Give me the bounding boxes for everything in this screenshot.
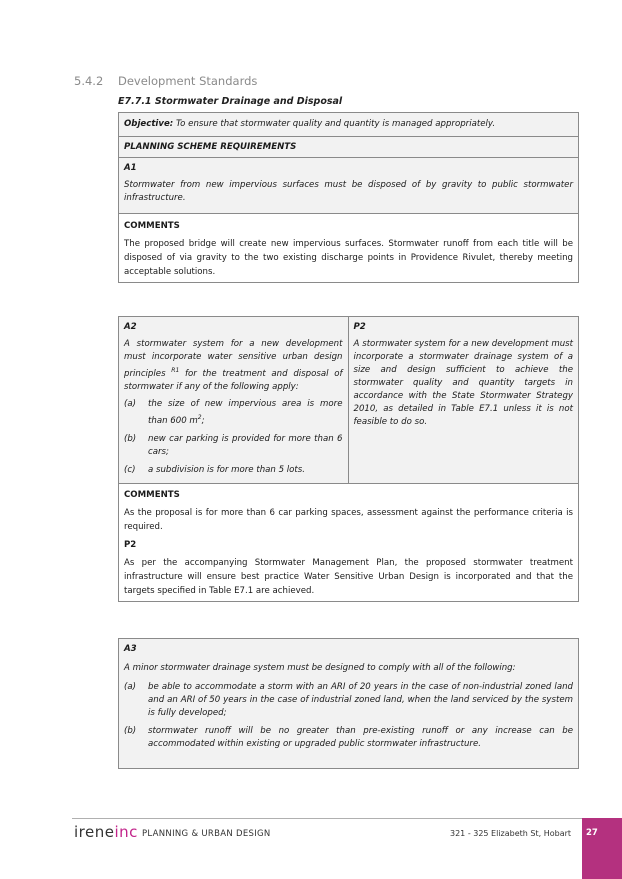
section-heading [74, 74, 257, 88]
a1-text: Stormwater from new impervious surfaces must be disposed of by gravity to public stormwater infrastructure. [124, 180, 573, 203]
a1-label: A1 [124, 163, 137, 173]
standard-table-a1 [118, 112, 579, 283]
a2-item-c-text: a subdivision is for more than 5 lots. [148, 464, 306, 475]
objective-text: To ensure that stormwater quality and quantity is managed appropriately. [175, 119, 496, 129]
objective-row [119, 113, 578, 137]
section-title: Development Standards [118, 74, 258, 88]
a3-item-b-label: (b) [124, 726, 137, 736]
a2-label: A2 [124, 322, 137, 332]
a2-item-c-label: (c) [124, 464, 136, 475]
a2-item-b-text: new car parking is provided for more than 6 cars; [148, 433, 343, 457]
a2-item-a-text [148, 398, 343, 428]
a2-intro [124, 338, 343, 394]
a1-row [119, 158, 578, 214]
a2-item-a-text-before: the size of new impervious area is more than 600 m [148, 398, 343, 426]
standard-table-a3 [118, 638, 579, 769]
a2-item-a [124, 398, 343, 428]
page-number: 27 [586, 828, 598, 838]
a2-item-b-label: (b) [124, 433, 137, 444]
a3-cell [119, 639, 578, 761]
a3-item-b [124, 725, 573, 751]
comments-row-1 [119, 214, 578, 282]
a3-item-a-label: (a) [124, 682, 136, 692]
p2-label: P2 [353, 322, 366, 332]
brand-accent: inc [114, 823, 138, 841]
a3-item-a [124, 681, 573, 720]
comments-row-2 [119, 484, 578, 601]
a2-item-b [124, 433, 343, 459]
standard-table-a2 [118, 316, 579, 602]
p2-comment-heading: P2 [124, 539, 137, 550]
a2-item-a-sup: 2 [197, 413, 202, 421]
brand-logo [74, 823, 138, 841]
brand-main: irene [74, 823, 115, 841]
p2-cell [349, 317, 579, 483]
a2-superscript: R1 [171, 367, 180, 374]
a3-item-a-text: be able to accommodate a storm with an ARI of 20 years in the case of non-industrial zoned land and an ARI of 50 years in the case of industrial zoned land, when the land serviced by the system is fully developed; [148, 682, 573, 718]
a2-cell [119, 317, 349, 483]
comments-text: The proposed bridge will create new impervious surfaces. Stormwater runoff from each title will be disposed of via gravity to the two existing discharge points in Providence Rivulet, thereby meeting acceptable solutions. [124, 239, 573, 277]
a2-intro-before: A stormwater system for a new development must incorporate water sensitive urban design principles [124, 339, 343, 379]
a2-p2-row [119, 317, 578, 484]
brand-subtitle: PLANNING & URBAN DESIGN [142, 829, 271, 839]
footer-address: 321 - 325 Elizabeth St, Hobart [450, 829, 572, 838]
section-number: 5.4.2 [74, 74, 104, 88]
a2-intro-after: for the treatment and disposal of stormwater if any of the following apply: [124, 368, 343, 392]
requirements-header: PLANNING SCHEME REQUIREMENTS [119, 137, 578, 158]
a3-item-b-text: stormwater runoff will be no greater than pre-existing runoff or any increase can be accommodated within existing or upgraded public stormwater infrastructure. [148, 726, 573, 749]
a2-item-c [124, 464, 343, 477]
footer-divider [72, 818, 582, 819]
objective-label: Objective: [124, 119, 174, 129]
a3-intro: A minor stormwater drainage system must be designed to comply with all of the following: [124, 663, 516, 673]
comments-label: COMMENTS [124, 221, 180, 231]
a2-item-a-label: (a) [124, 398, 136, 409]
subsection-title: E7.7.1 Stormwater Drainage and Disposal [118, 96, 343, 107]
p2-text: A stormwater system for a new development must incorporate a stormwater drainage system of a size and design sufficient to achieve the stormwater quality and quantity targets in accordance with the State Stormwater Strategy 2010, as detailed in Table E7.1 unless it is not feasible to do so. [353, 339, 573, 427]
comments-text-2: As the proposal is for more than 6 car parking spaces, assessment against the performance criteria is required. [124, 507, 573, 532]
a3-label: A3 [124, 644, 137, 654]
a2-item-a-text-after: ; [201, 415, 205, 426]
comments-label-2: COMMENTS [124, 489, 180, 500]
p2-comment-text: As per the accompanying Stormwater Management Plan, the proposed stormwater treatment infrastructure will ensure best practice Water Sensitive Urban Design is incorporated and that the targets specified in Table E7.1 are achieved. [124, 557, 573, 596]
